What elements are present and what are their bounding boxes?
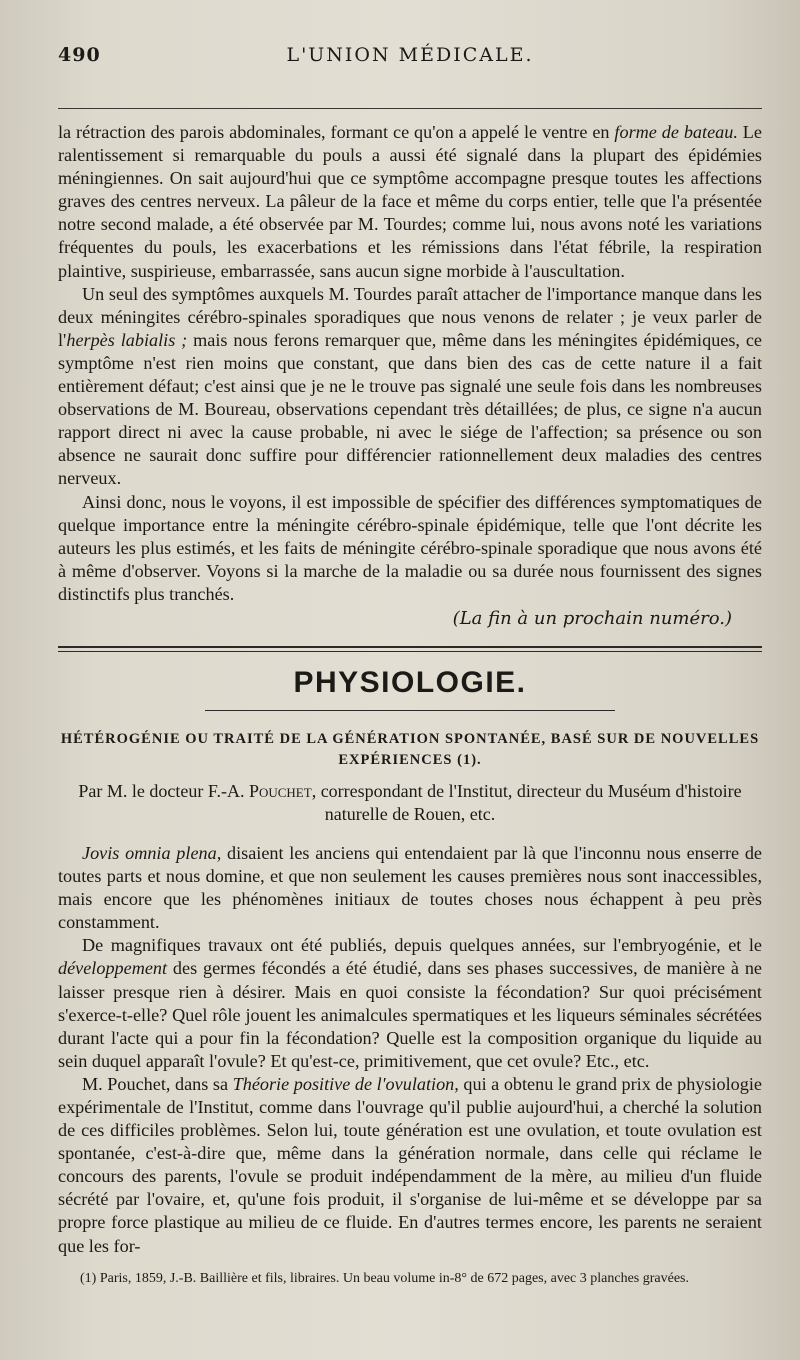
author-name: Pouchet: [248, 780, 312, 801]
author-suffix: , correspondant de l'Institut, directeur du Muséum d'histoire naturelle de Rouen, etc.: [311, 780, 742, 824]
header-rule: [58, 108, 762, 109]
text-run: mais nous ferons remarquer que, même dans les méningites épidémiques, ce symptôme n'est rien moins que constant, que dans bien des cas de cette nature il a fait entièrement défaut; c'est ainsi que je ne le trouve pas signalé une seule fois dans les nombreuses observations de M. Boureau, observations cependant très détaillées; de plus, ce signe n'a aucun rapport direct ni avec la cause probable, ni avec le siége de l'affection; sa présence ou son absence ne saurait donc suffire pour différencier rationnellement deux maladies des centres nerveux.: [58, 329, 763, 489]
text-run: Un seul des symptômes auxquels M. Tourdes paraît attacher de l'importance manque dans les deux méningites cérébro-spinales sporadiques que nous venons de relater ; je veux parler de l': [58, 283, 762, 350]
page-number: 490: [58, 44, 101, 66]
section-divider: [58, 646, 762, 652]
italic-text: développement: [58, 958, 168, 979]
footnote-marker: (1): [80, 1271, 97, 1286]
text-run: qui a obtenu le grand prix de physiologie expérimentale de l'Institut, comme dans l'ouvrage qu'il publie aujourd'hui, a cherché la solution de ces difficiles problèmes. Selon lui, toute génération est une ovulation, et toute ovulation est spontanée, c'est-à-dire que, même dans la génération normale, dans celle qui réclame le concours des parents, l'ovule se produit indépendamment de la mère, au milieu d'un fluide sécrété par l'ovaire, et, qu'une fois produit, il s'organise de lui-même et se développe par sa propre force plastique au milieu de ce fluide. En d'autres termes encore, les parents ne seraient que les for-: [58, 1073, 762, 1256]
text-run: Le ralentissement si remarquable du pouls a aussi été signalé dans la plupart des épidémies méningiennes. On sait aujourd'hui que ce symptôme accompagne presque toutes les affections graves des centres nerveux. La pâleur de la face et même du corps entier, telle que l'a présentée notre second malade, a été observée par M. Tourdes; comme lui, nous avons noté les variations fréquentes du pouls, les exacerbations et les rémissions dans l'état fébrile, la respiration plaintive, suspirieuse, embarrassée, sans aucun signe morbide à l'auscultation.: [58, 122, 762, 281]
italic-text: herpès labialis ;: [66, 329, 188, 350]
paragraph: [58, 121, 762, 283]
italic-text: Jovis omnia plena,: [82, 842, 222, 863]
author-line: [58, 780, 762, 826]
continuation-note: (La fin à un prochain numéro.): [452, 607, 732, 629]
text-run: la rétraction des parois abdominales, formant ce qu'on a appelé le ventre en: [58, 122, 615, 142]
section-title-rule: [205, 710, 615, 711]
text-run: disaient les anciens qui entendaient par là que l'inconnu nous enserre de toutes parts et nous domine, et que non seulement les causes premières nous sont inaccessibles, mais encore que les phénomènes initiaux de toutes choses nous échappent à peu près constamment.: [58, 842, 762, 933]
section-title: PHYSIOLOGIE.: [293, 665, 527, 699]
running-title: L'UNION MÉDICALE.: [286, 44, 534, 66]
italic-text: Théorie positive de l'ovulation,: [232, 1073, 459, 1094]
author-prefix: Par M. le docteur F.-A.: [78, 780, 249, 801]
text-run: M. Pouchet, dans sa: [82, 1073, 233, 1094]
paragraph: [58, 283, 762, 491]
heading-text: HÉTÉROGÉNIE OU TRAITÉ DE LA GÉNÉRATION SPONTANÉE, BASÉ SUR DE NOUVELLES EXPÉRIENCES: [60, 730, 760, 768]
text-run: des germes fécondés a été étudié, dans ses phases successives, de manière à ne laisser presque rien à désirer. Mais en quoi consiste la fécondation? Sur quoi précisément s'exerce-t-elle? Quel rôle jouent les animalcules spermatiques et les liqueurs séminales sécrétées durant l'acte qui a pour fin la fécondation? Quelle est la composition organique du liquide au sein duquel apparaît l'ovule? Et qu'est-ce, primitivement, que cet ovule? Etc., etc.: [58, 958, 762, 1071]
text-run: De magnifiques travaux ont été publiés, depuis quelques années, sur l'embryogénie, et le: [82, 935, 762, 956]
footnote: [58, 1270, 762, 1287]
paragraph: Ainsi donc, nous le voyons, il est impossible de spécifier des différences symptomatiques de quelque importance entre la méningite cérébro-spinale épidémique, telle que l'ont décrite les auteurs les plus estimés, et les faits de méningite cérébro-spinale sporadique que nous avons été à même d'observer. Voyons si la marche de la maladie ou sa durée nous fournissent des signes distinctifs plus tranchés.: [58, 491, 762, 604]
article-body: [58, 842, 762, 1258]
paragraph: [58, 934, 762, 1073]
footnote-text: Paris, 1859, J.-B. Baillière et fils, libraires. Un beau volume in-8° de 672 pages, avec 3 planches gravées.: [96, 1271, 689, 1286]
article-heading: [58, 729, 762, 771]
continued-article: [58, 121, 762, 630]
paragraph: [58, 842, 762, 934]
italic-text: forme de bateau.: [614, 122, 738, 142]
page-header: [58, 36, 762, 70]
footnote-ref: (1).: [457, 751, 482, 768]
paragraph: [58, 1073, 762, 1258]
